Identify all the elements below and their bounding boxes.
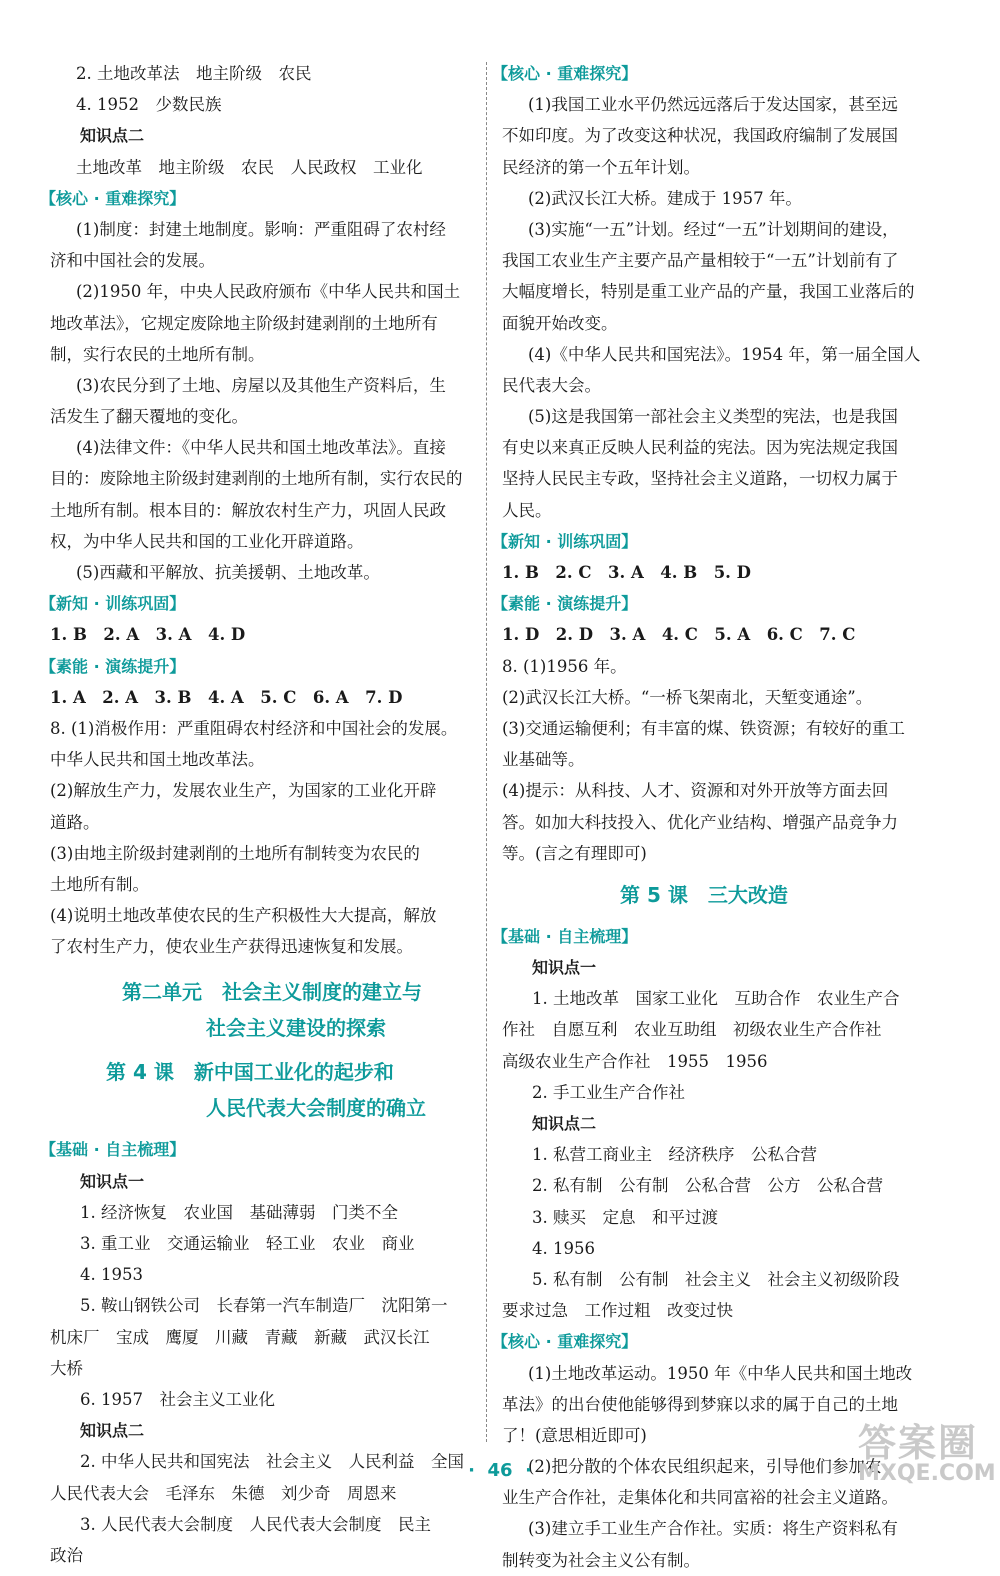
knowledge-point-heading: 知识点二 [80, 126, 145, 146]
text-line: 道路。 [50, 812, 100, 832]
text-line: 民代表大会。 [502, 375, 601, 395]
text-line: 机床厂 宝成 鹰厦 川藏 青藏 新藏 武汉长江 [50, 1327, 430, 1347]
section-tag: 【基础 · 自主梳理】 [40, 1140, 186, 1160]
section-tag: 【核心 · 重难探究】 [40, 188, 186, 208]
text-line: (2)解放生产力，发展农业生产，为国家的工业化开辟 [50, 781, 437, 801]
answer-line: 1. D 2. D 3. A 4. C 5. A 6. C 7. C [502, 625, 856, 645]
text-line: 我国工农业生产主要产品产量相较于“一五”计划前有了 [502, 251, 899, 271]
text-line: 5. 私有制 公有制 社会主义 社会主义初级阶段 [532, 1269, 900, 1289]
text-line: 2. 土地改革法 地主阶级 农民 [76, 64, 312, 83]
section-tag: 【素能 · 演练提升】 [492, 594, 638, 614]
text-line: 大桥 [50, 1358, 83, 1378]
text-line: 高级农业生产合作社 1955 1956 [502, 1051, 768, 1071]
text-line: 民经济的第一个五年计划。 [502, 157, 700, 177]
text-line: 制，实行农民的土地所有制。 [50, 344, 265, 364]
lesson-title: 人民代表大会制度的确立 [206, 1096, 426, 1121]
text-line: 4. 1952 少数民族 [76, 95, 222, 115]
text-line: 目的：废除地主阶级封建剥削的土地所有制，实行农民的 [50, 469, 463, 489]
text-line: (5)西藏和平解放、抗美援朝、土地改革。 [76, 563, 380, 582]
page-number: · 46 · [468, 1460, 532, 1481]
knowledge-point-heading: 知识点一 [80, 1171, 145, 1191]
text-line: 了农村生产力，使农业生产获得迅速恢复和发展。 [50, 937, 413, 957]
text-line: 要求过急 工作过粗 改变过快 [502, 1301, 733, 1321]
text-line: 权，为中华人民共和国的工业化开辟道路。 [50, 531, 364, 551]
text-line: (5)这是我国第一部社会主义类型的宪法，也是我国 [528, 407, 898, 427]
text-line: 革法》的出台使他能够得到梦寐以求的属于自己的土地 [502, 1394, 898, 1414]
text-line: 3. 人民代表大会制度 人民代表大会制度 民主 [80, 1514, 431, 1534]
text-line: (2)把分散的个体农民组织起来，引导他们参加农 [528, 1457, 882, 1477]
text-line: 制转变为社会主义公有制。 [502, 1550, 700, 1570]
text-line: 6. 1957 社会主义工业化 [80, 1389, 275, 1409]
text-line: 2. 手工业生产合作社 [532, 1082, 685, 1102]
section-tag: 【基础 · 自主梳理】 [492, 926, 638, 946]
text-line: 3. 赎买 定息 和平过渡 [532, 1207, 718, 1227]
text-line: (3)农民分到了土地、房屋以及其他生产资料后，生 [76, 375, 446, 395]
text-line: 政治 [50, 1545, 83, 1565]
text-line: (1)我国工业水平仍然远远落后于发达国家，甚至远 [528, 95, 898, 115]
text-line: 2. 中华人民共和国宪法 社会主义 人民利益 全国 [80, 1452, 464, 1472]
knowledge-point-heading: 知识点一 [532, 958, 597, 978]
page-number-value: 46 [487, 1460, 513, 1481]
text-line: 1. 私营工商业主 经济秩序 公私合营 [532, 1145, 817, 1165]
watermark-bottom: MXQE.COM [858, 1461, 996, 1486]
text-line: 了！(意思相近即可) [502, 1425, 647, 1445]
text-line: 等。(言之有理即可) [502, 843, 647, 863]
text-line: (1)土地改革运动。1950 年《中华人民共和国土地改 [528, 1363, 913, 1383]
section-tag: 【素能 · 演练提升】 [40, 656, 186, 676]
text-line: (4)《中华人民共和国宪法》。1954 年，第一届全国人 [528, 344, 921, 364]
text-line: 坚持人民民主专政，坚持社会主义道路，一切权力属于 [502, 469, 898, 489]
text-line: (2)武汉长江大桥。建成于 1957 年。 [528, 188, 802, 208]
text-line: 地改革法》，它规定废除地主阶级封建剥削的土地所有 [50, 313, 438, 333]
right-column [492, 58, 932, 1576]
section-tag: 【新知 · 训练巩固】 [492, 531, 638, 551]
text-line: 土地所有制。 [50, 874, 149, 894]
text-line: 土地所有制。根本目的：解放农村生产力，巩固人民政 [50, 500, 446, 520]
answer-line: 1. B 2. C 3. A 4. B 5. D [502, 563, 751, 582]
text-line: (3)建立手工业生产合作社。实质：将生产资料私有 [528, 1519, 898, 1539]
text-line: (2)武汉长江大桥。“一桥飞架南北，天堑变通途”。 [502, 687, 873, 707]
lesson-title: 社会主义建设的探索 [206, 1016, 386, 1041]
text-line: (3)由地主阶级封建剥削的土地所有制转变为农民的 [50, 843, 420, 863]
text-line: 人民代表大会 毛泽东 朱德 刘少奇 周恩来 [50, 1483, 397, 1503]
knowledge-point-heading: 知识点二 [532, 1114, 597, 1133]
column-divider [486, 62, 487, 1442]
lesson-title: 第 4 课 新中国工业化的起步和 [106, 1060, 394, 1085]
text-line: 不如印度。为了改变这种状况，我国政府编制了发展国 [502, 126, 898, 146]
text-line: 济和中国社会的发展。 [50, 251, 215, 271]
left-column [40, 58, 480, 1571]
text-line: (3)实施“一五”计划。经过“一五”计划期间的建设， [528, 219, 899, 239]
answer-line: 1. A 2. A 3. B 4. A 5. C 6. A 7. D [50, 687, 403, 707]
text-line: 业基础等。 [502, 750, 585, 770]
lesson-title: 第 5 课 三大改造 [620, 882, 788, 907]
text-line: 活发生了翻天覆地的变化。 [50, 407, 248, 427]
watermark-top: 答案圈 [858, 1421, 979, 1465]
lesson-title: 第二单元 社会主义制度的建立与 [122, 980, 422, 1005]
text-line: 面貌开始改变。 [502, 313, 618, 333]
text-line: 有史以来真正反映人民利益的宪法。因为宪法规定我国 [502, 438, 898, 458]
text-line: (4)提示：从科技、人才、资源和对外开放等方面去回 [502, 781, 889, 801]
text-line: (2)1950 年，中央人民政府颁布《中华人民共和国土 [76, 282, 461, 302]
text-line: 4. 1956 [532, 1238, 595, 1258]
text-line: 土地改革 地主阶级 农民 人民政权 工业化 [76, 157, 423, 177]
text-line: (4)说明土地改革使农民的生产积极性大大提高，解放 [50, 906, 437, 926]
knowledge-point-heading: 知识点二 [80, 1421, 145, 1441]
section-tag: 【核心 · 重难探究】 [492, 1332, 638, 1352]
text-line: 1. 经济恢复 农业国 基础薄弱 门类不全 [80, 1202, 398, 1222]
text-line: 答。如加大科技投入、优化产业结构、增强产品竞争力 [502, 812, 898, 832]
watermark-logo [858, 1412, 996, 1494]
text-line: 中华人民共和国土地改革法。 [50, 750, 265, 770]
text-line: (1)制度：封建土地制度。影响：严重阻碍了农村经 [76, 219, 446, 239]
text-line: 8. (1)消极作用：严重阻碍农村经济和中国社会的发展。 [50, 718, 458, 738]
section-tag: 【新知 · 训练巩固】 [40, 594, 186, 614]
section-tag: 【核心 · 重难探究】 [492, 64, 638, 83]
text-line: 5. 鞍山钢铁公司 长春第一汽车制造厂 沈阳第一 [80, 1296, 448, 1316]
text-line: 8. (1)1956 年。 [502, 656, 627, 676]
text-line: 2. 私有制 公有制 公私合营 公方 公私合营 [532, 1176, 883, 1196]
text-line: 作社 自愿互利 农业互助组 初级农业生产合作社 [502, 1020, 882, 1040]
text-line: 业生产合作社，走集体化和共同富裕的社会主义道路。 [502, 1488, 898, 1508]
text-line: (4)法律文件：《中华人民共和国土地改革法》。直接 [76, 438, 446, 458]
text-line: 1. 土地改革 国家工业化 互助合作 农业生产合 [532, 989, 900, 1009]
text-line: (3)交通运输便利；有丰富的煤、铁资源；有较好的重工 [502, 718, 905, 738]
text-line: 4. 1953 [80, 1265, 143, 1285]
text-line: 人民。 [502, 500, 552, 520]
answer-line: 1. B 2. A 3. A 4. D [50, 625, 246, 645]
text-line: 大幅度增长，特别是重工业产品的产量，我国工业落后的 [502, 282, 915, 302]
text-line: 3. 重工业 交通运输业 轻工业 农业 商业 [80, 1234, 415, 1253]
